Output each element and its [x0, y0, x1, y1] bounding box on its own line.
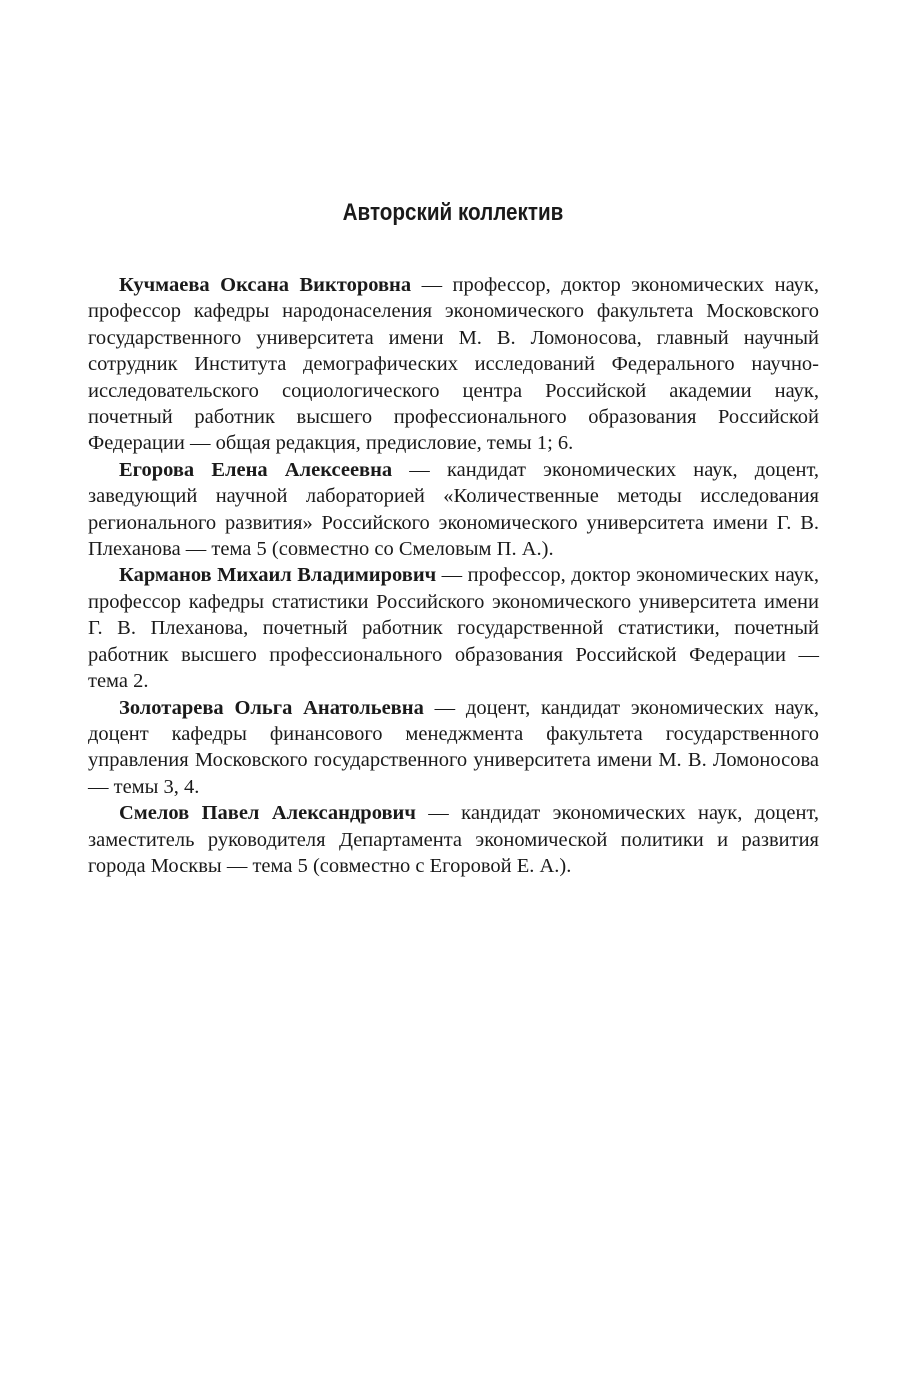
author-entry — [88, 457, 819, 563]
author-entry — [88, 695, 819, 801]
author-entry — [88, 562, 819, 694]
author-description: — кандидат экономических наук, доцент, заместитель руководителя Департамента экономической политики и развития города Москвы — тема 5 (совместно с Егоровой Е. А.). — [88, 802, 819, 877]
author-name: Егорова Елена Алексеевна — [119, 458, 393, 481]
author-name: Карманов Михаил Владимирович — [119, 564, 437, 587]
author-description: — доцент, кандидат экономических наук, доцент кафедры финансового менеджмента факультета государственного управления Московского государственного университета имени М. В. Ломоносова— темы 3, 4. — [88, 696, 819, 798]
author-name: Золотарева Ольга Анатольевна — [119, 696, 424, 719]
author-description: — кандидат экономических наук, доцент, заведующий научной лабораторией «Количественные методы исследования регионального развития» Российского экономического университета имени Г. В. Плеханова — тема 5 (совместно со Смеловым П. А.). — [88, 458, 819, 561]
authors-list — [88, 272, 819, 879]
author-name: Кучмаева Оксана Викторовна — [119, 274, 412, 296]
author-description: — профессор, доктор экономических наук, профессор кафедры народонаселения экономического факультета Московского государственного университета имени М. В. Ломоносова, главный научный сотрудник Института демографических исследований Федерального научно-исследовательского социологического центра Российской академии наук, почетный работник высшего профессионального образования Российской Федерации — общая редакция, предисловие, темы 1; 6. — [88, 274, 820, 455]
page-title: Авторский коллектив — [342, 199, 564, 226]
author-description: — профессор, доктор экономических наук, профессор кафедры статистики Российского экономического университета имени Г. В. Плеханова, почетный работник государственной статистики, почетный работник высшего профессионального образования Российской Федерации — тема 2. — [88, 564, 819, 693]
author-name: Смелов Павел Александрович — [119, 802, 416, 825]
author-entry — [88, 800, 819, 879]
author-entry — [88, 272, 819, 457]
